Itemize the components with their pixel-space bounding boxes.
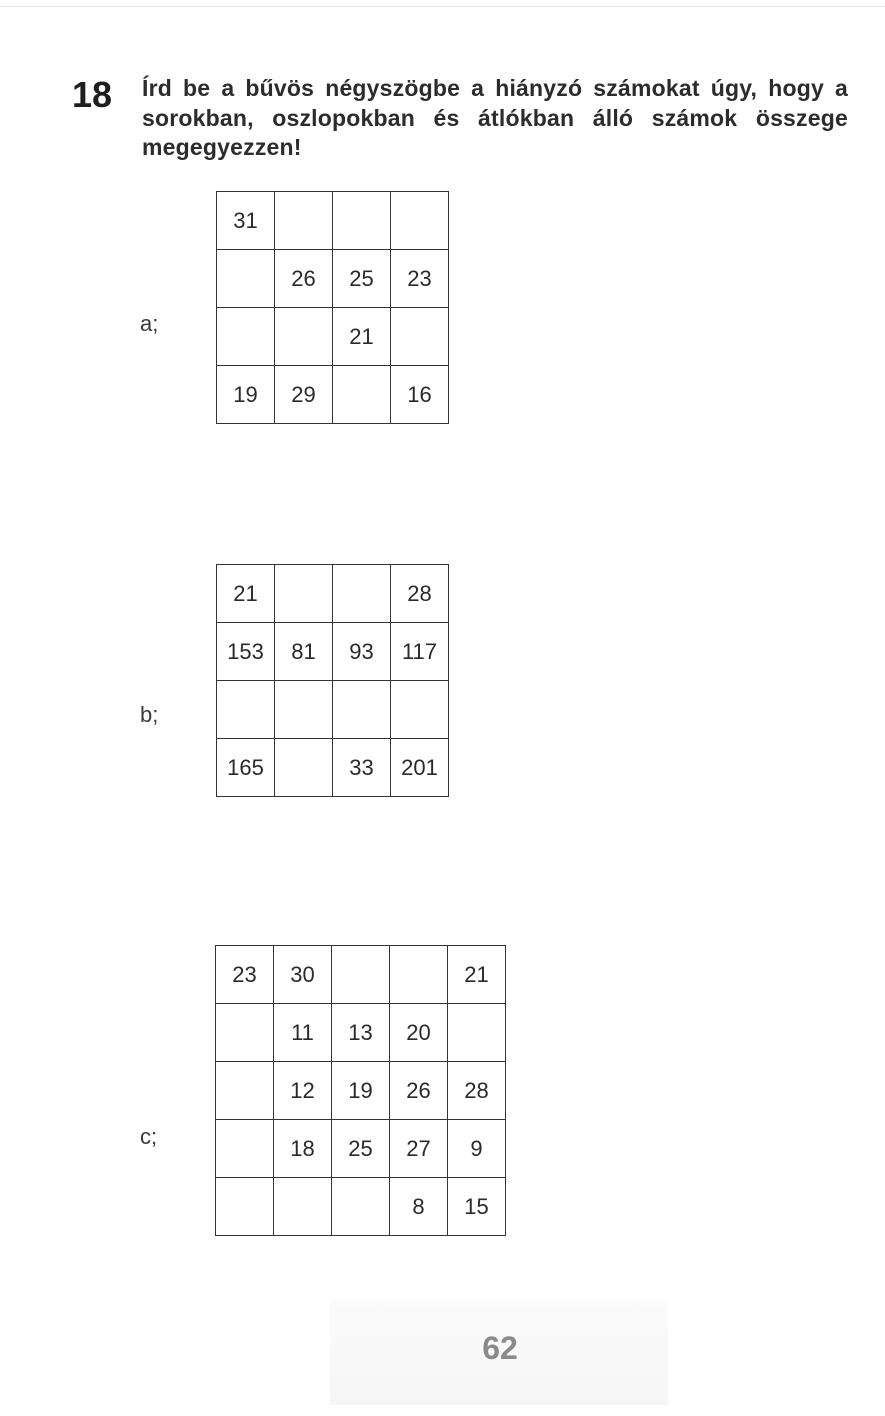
magic-square-a	[216, 191, 449, 424]
table-row	[217, 308, 449, 366]
grid-cell[interactable]	[275, 739, 333, 797]
grid-cell[interactable]: 28	[391, 565, 449, 623]
table-row	[217, 192, 449, 250]
grid-cell[interactable]	[448, 1004, 506, 1062]
part-label-b: b;	[140, 702, 159, 727]
grid-cell[interactable]: 165	[217, 739, 275, 797]
grid-cell[interactable]: 12	[274, 1062, 332, 1120]
top-rule	[0, 6, 885, 7]
grid-cell[interactable]	[216, 1120, 274, 1178]
grid-cell[interactable]	[275, 681, 333, 739]
grid-cell[interactable]	[333, 565, 391, 623]
grid-cell[interactable]	[216, 1062, 274, 1120]
table-row	[216, 1004, 506, 1062]
grid-cell[interactable]	[216, 1178, 274, 1236]
grid-cell[interactable]: 21	[217, 565, 275, 623]
table-row	[217, 681, 449, 739]
grid-cell[interactable]	[275, 192, 333, 250]
grid-cell[interactable]: 21	[333, 308, 391, 366]
grid-cell[interactable]: 201	[391, 739, 449, 797]
grid-cell[interactable]: 19	[217, 366, 275, 424]
grid-cell[interactable]: 26	[390, 1062, 448, 1120]
grid-cell[interactable]	[217, 308, 275, 366]
grid-cell[interactable]	[274, 1178, 332, 1236]
grid-cell[interactable]: 30	[274, 946, 332, 1004]
grid-cell[interactable]: 23	[216, 946, 274, 1004]
table-row	[217, 250, 449, 308]
task-instruction: Írd be a bűvös négyszögbe a hiányzó számokat úgy, hogy a sorokban, oszlopokban és átlókban álló számok összege megegyezzen!	[142, 75, 848, 160]
grid-cell[interactable]: 117	[391, 623, 449, 681]
grid-cell[interactable]: 27	[390, 1120, 448, 1178]
grid-cell[interactable]: 15	[448, 1178, 506, 1236]
grid-cell[interactable]: 18	[274, 1120, 332, 1178]
grid-cell[interactable]	[275, 308, 333, 366]
grid-cell[interactable]	[391, 192, 449, 250]
page-number: 62	[482, 1330, 518, 1366]
table-row	[217, 739, 449, 797]
magic-square-c	[215, 945, 506, 1236]
grid-cell[interactable]	[333, 366, 391, 424]
table-row	[216, 1062, 506, 1120]
grid-cell[interactable]: 29	[275, 366, 333, 424]
grid-cell[interactable]: 33	[333, 739, 391, 797]
grid-cell[interactable]	[333, 681, 391, 739]
grid-cell[interactable]: 31	[217, 192, 275, 250]
grid-cell[interactable]: 11	[274, 1004, 332, 1062]
table-row	[217, 366, 449, 424]
grid-cell[interactable]: 26	[275, 250, 333, 308]
grid-cell[interactable]: 16	[391, 366, 449, 424]
grid-cell[interactable]	[217, 250, 275, 308]
grid-cell[interactable]: 21	[448, 946, 506, 1004]
grid-cell[interactable]	[217, 681, 275, 739]
grid-cell[interactable]: 25	[333, 250, 391, 308]
grid-cell[interactable]: 19	[332, 1062, 390, 1120]
grid-cell[interactable]: 8	[390, 1178, 448, 1236]
grid-cell[interactable]: 93	[333, 623, 391, 681]
grid-cell[interactable]	[391, 308, 449, 366]
grid-cell[interactable]: 20	[390, 1004, 448, 1062]
grid-cell[interactable]: 25	[332, 1120, 390, 1178]
magic-square-b	[216, 564, 449, 797]
grid-cell[interactable]	[391, 681, 449, 739]
grid-cell[interactable]: 153	[217, 623, 275, 681]
grid-cell[interactable]: 13	[332, 1004, 390, 1062]
table-row	[216, 946, 506, 1004]
grid-cell[interactable]	[390, 946, 448, 1004]
part-label-a: a;	[140, 311, 159, 336]
grid-cell[interactable]	[332, 1178, 390, 1236]
task-number: 18	[72, 74, 113, 115]
grid-cell[interactable]: 9	[448, 1120, 506, 1178]
grid-cell[interactable]	[216, 1004, 274, 1062]
table-row	[216, 1178, 506, 1236]
table-row	[217, 623, 449, 681]
grid-cell[interactable]	[333, 192, 391, 250]
grid-cell[interactable]	[275, 565, 333, 623]
grid-cell[interactable]: 28	[448, 1062, 506, 1120]
grid-cell[interactable]: 23	[391, 250, 449, 308]
table-row	[216, 1120, 506, 1178]
grid-cell[interactable]: 81	[275, 623, 333, 681]
part-label-c: c;	[140, 1124, 158, 1149]
grid-cell[interactable]	[332, 946, 390, 1004]
table-row	[217, 565, 449, 623]
